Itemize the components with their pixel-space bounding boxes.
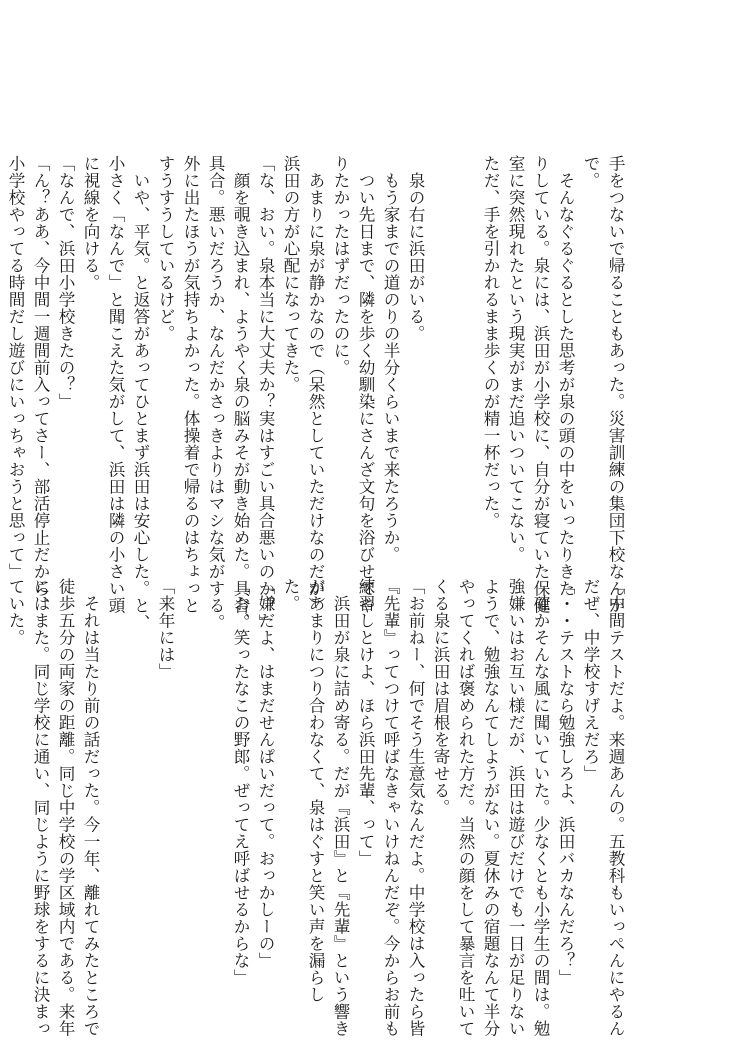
text-line: た。 [281, 578, 300, 612]
text-line: だぜ、中学校すげえだろ」 [581, 578, 600, 782]
text-line [128, 578, 153, 983]
text-line: 強嫌いはお互い様だが、浜田は遊びだけでも一日が足りない [506, 578, 525, 1037]
text-line [453, 155, 478, 560]
text-line: 「中間テストだよ。来週あんの。五教科もいっぺんにやるん [606, 578, 625, 1037]
text-line: つい先日まで、隣を歩く幼馴染にさんざ文句を浴びせてや [356, 155, 375, 614]
text-line: 「な、おい。泉本当に大丈夫か？実はすごい具合悪いのか？」 [256, 155, 275, 631]
text-line: それは当たり前の話だった。今一年、離れてみたところで [81, 578, 100, 1037]
text-line: で。 [581, 155, 600, 189]
text-line [103, 578, 128, 983]
text-line: 確かそんな風に聞いていた。少なくとも小学生の間は。勉 [531, 578, 550, 1037]
text-line: 練習しとけよ、ほら浜田先輩、って」 [356, 578, 375, 867]
text-line: ていた。 [6, 578, 25, 646]
text-line: そんなぐるぐるとした思考が泉の頭の中をいったりきた [556, 155, 575, 597]
text-line: りたかったはずだったのに。 [331, 155, 350, 376]
text-block-bottom [6, 578, 628, 1037]
text-line: 浜田の方が心配になってきた。 [281, 155, 300, 393]
text-line: 小学校やってる時間だし遊びにいっちゃおうと思って」 [6, 155, 25, 580]
text-line: ただ、手を引かれるまま歩くのが精一杯だった。 [481, 155, 500, 529]
text-line: 顔を覗き込まれ、ようやく泉の脳みそが動き始めた。具合。 [231, 155, 250, 631]
text-line [0, 578, 3, 983]
text-line: 「なんで、浜田小学校きたの？」 [56, 155, 75, 410]
text-line: 小さく「なんで」と聞こえた気がして、浜田は隣の小さい頭 [106, 155, 125, 614]
text-line: 「来年には」 [156, 578, 175, 680]
text-line: すうすうしているけど。 [156, 155, 175, 342]
text-line: 浜田が泉に詰め寄る。だが『浜田』と『先輩』という響き [331, 578, 350, 1037]
text-line: いや、平気。と返答があってひとまず浜田は安心した。と、 [131, 155, 150, 631]
text-line: ようで、勉強なんてしようがない。夏休みの宿題なんて半分 [481, 578, 500, 1037]
text-line: 「お、笑ったなこの野郎。ぜってえ呼ばせるからな」 [231, 578, 250, 986]
text-line: くる泉に浜田は眉根を寄せる。 [431, 578, 450, 816]
text-line: に視線を向ける。 [81, 155, 100, 291]
text-line: りしている。泉には、浜田が小学校に、自分が寝ていた保健 [531, 155, 550, 614]
text-line: やってくれば褒められた方だ。当然の顔をして暴言を吐いて [456, 578, 475, 1037]
text-line: 室に突然現れたという現実がまだ追いついてこない。 [506, 155, 525, 563]
text-line: 「ん？ああ、今中間一週間前入ってさー、部活停止だから、 [31, 155, 50, 614]
text-line: があまりにつり合わなくて、泉はぐすと笑い声を漏らし [306, 578, 325, 1003]
text-line [203, 578, 228, 983]
text-line: 具合。悪いだろうか、なんだかさっきよりはマシな気がする。 [206, 155, 225, 631]
text-line: 徒歩五分の両家の距離。同じ中学校の学区域内である。来年 [56, 578, 75, 1037]
text-line: 「嫌だよ、はまだせんぱいだって。おっかしーの」 [256, 578, 275, 969]
text-line: もう家までの道のりの半分くらいまで来たろうか。 [381, 155, 400, 563]
text-line [178, 578, 203, 983]
text-line: 『先輩』ってつけて呼ばなきゃいけねんだぞ。今からお前も [381, 578, 400, 1037]
text-line: あまりに泉が静かなので（呆然としていただけなのだが） [306, 155, 325, 614]
text-line: 泉の右に浜田がいる。 [406, 155, 425, 342]
text-line: 外に出たほうが気持ちよかった。体操着で帰るのはちょっと [181, 155, 200, 614]
text-line [428, 155, 453, 560]
text-line: 手をつないで帰ることもあった。災害訓練の集団下校なんか [606, 155, 625, 614]
text-line: 「・・テストなら勉強しろよ、浜田バカなんだろ？」 [556, 578, 575, 986]
text-line: 「お前ねー、何でそう生意気なんだよ。中学校は入ったら皆 [406, 578, 425, 1037]
text-line: にはまた。同じ学校に通い、同じように野球をするに決まっ [31, 578, 50, 1037]
